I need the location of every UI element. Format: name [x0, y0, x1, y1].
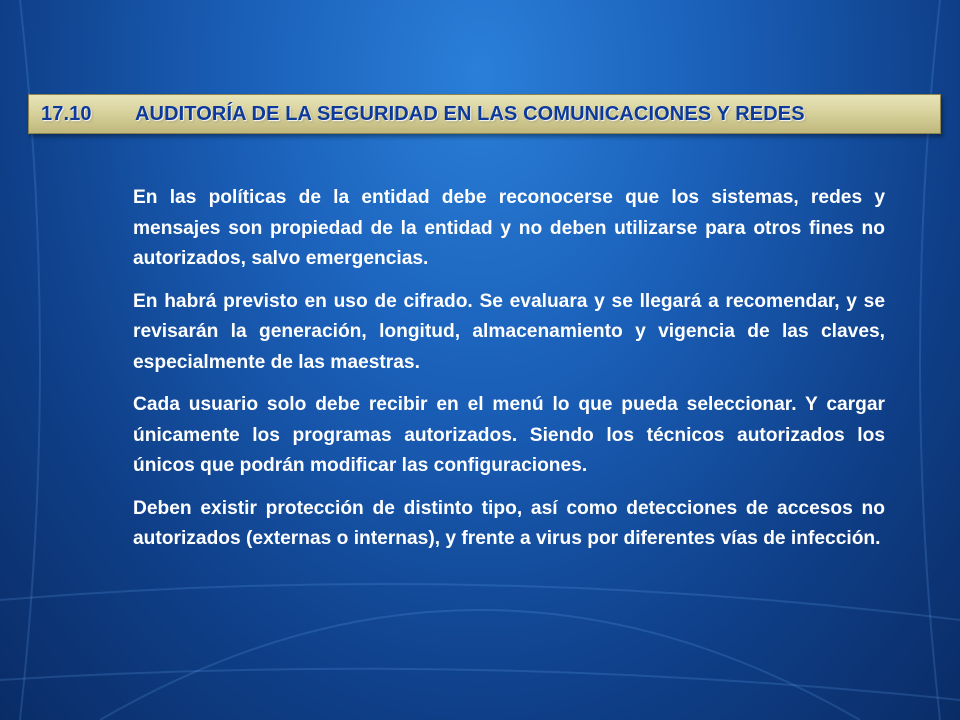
paragraph-encryption: En habrá previsto en uso de cifrado. Se evaluara y se llegará a recomendar, y se revisarán la generación, longitud, almacenamiento y vigencia de las claves, especialmente de las maestras.	[133, 290, 885, 373]
body-text	[133, 183, 885, 555]
section-title: AUDITORÍA DE LA SEGURIDAD EN LAS COMUNICACIONES Y REDES	[135, 103, 805, 125]
paragraph-protection: Deben existir protección de distinto tipo, así como detecciones de accesos no autorizados (externas o internas), y frente a virus por diferentes vías de infección.	[133, 497, 885, 549]
paragraph-user-menu: Cada usuario solo debe recibir en el menú lo que pueda seleccionar. Y cargar únicamente los programas autorizados. Siendo los técnicos autorizados los únicos que podrán modificar las configuraciones.	[133, 394, 885, 476]
section-number: 17.10	[41, 103, 92, 125]
paragraph-policies: En las políticas de la entidad debe reconocerse que los sistemas, redes y mensajes son propiedad de la entidad y no deben utilizarse para otros fines no autorizados, salvo emergencias.	[133, 187, 885, 269]
section-title-bar	[28, 94, 941, 134]
